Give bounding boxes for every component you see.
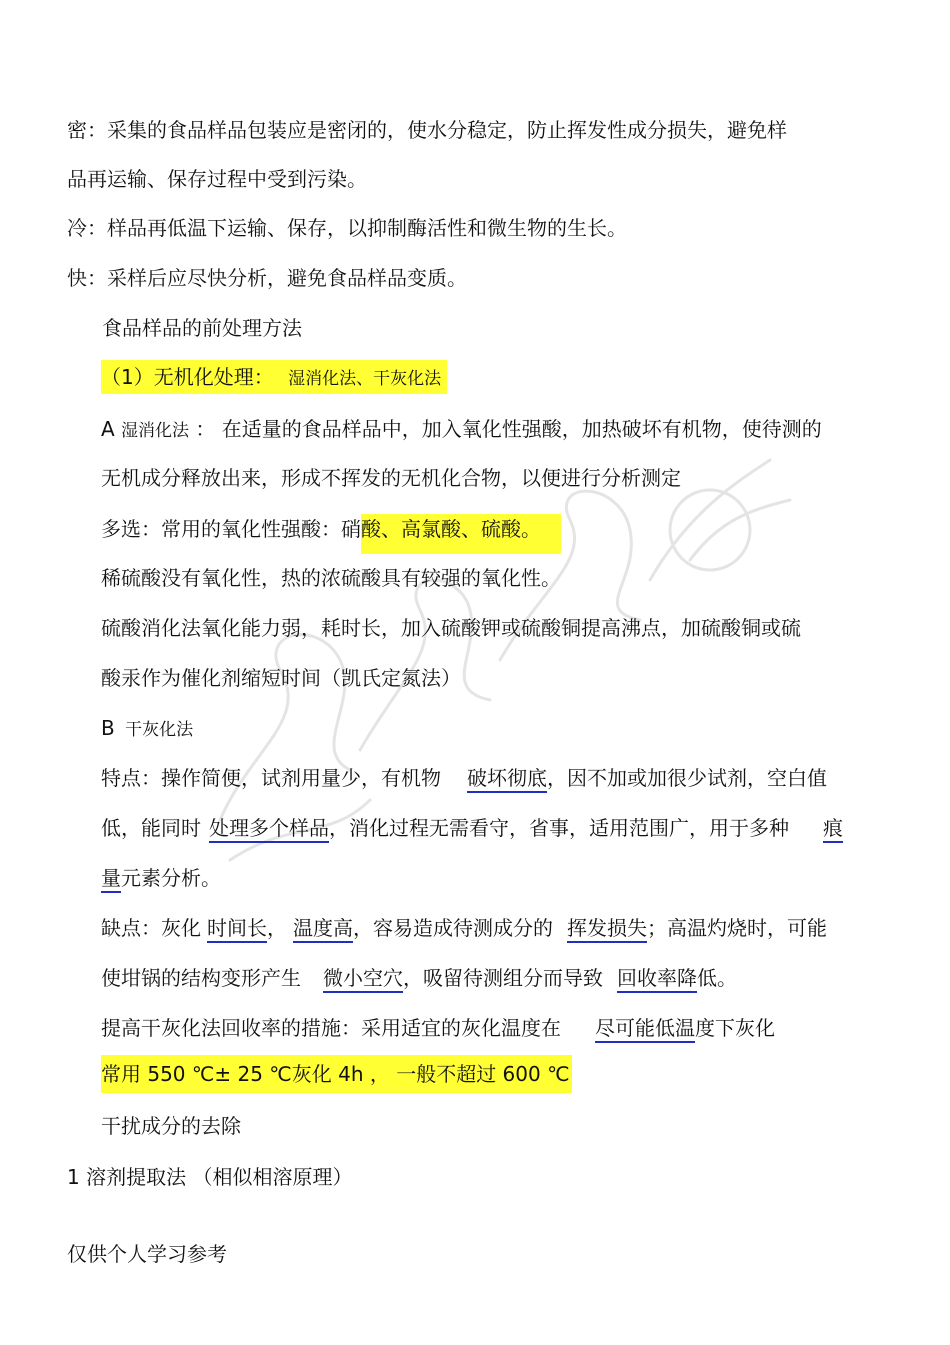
item-letter: B <box>101 716 115 740</box>
item-text: ，吸留待测组分而导致 <box>403 966 603 990</box>
section-heading: 食品样品的前处理方法 <box>102 316 302 340</box>
text-line <box>101 964 737 992</box>
underlined-term: 量 <box>101 866 121 893</box>
text-line <box>101 714 193 744</box>
item-text: 缺点：灰化 <box>101 916 201 940</box>
underlined-term: 尽可能低温 <box>595 1016 695 1043</box>
text-line <box>101 514 561 554</box>
underlined-term: 痕 <box>823 816 843 843</box>
highlight-heading <box>101 360 447 394</box>
item-title: 湿消化法 <box>121 421 190 441</box>
text-line <box>101 914 827 942</box>
item-text: ， <box>267 916 287 940</box>
item-title: 干灰化法 <box>125 720 194 740</box>
text-line: 冷：样品再低温下运输、保存，以抑制酶活性和微生物的生长。 <box>67 216 627 240</box>
item-text: ，因不加或加很少试剂，空白值 <box>547 766 827 790</box>
highlight-temperature: 常用 550 ℃± 25 ℃灰化 4h ， 一般不超过 600 ℃ <box>101 1055 572 1093</box>
item-text: 低。 <box>697 966 737 990</box>
item-text: ，容易造成待测成分的 <box>353 916 553 940</box>
text-line <box>101 415 822 445</box>
footer-note: 仅供个人学习参考 <box>67 1242 227 1266</box>
text-line: 硫酸消化法氧化能力弱，耗时长，加入硫酸钾或硫酸铜提高沸点，加硫酸铜或硫 <box>101 616 801 640</box>
item-text: ： 在适量的食品样品中，加入氧化性强酸，加热破坏有机物，使待测的 <box>195 417 822 441</box>
text-line: 稀硫酸没有氧化性，热的浓硫酸具有较强的氧化性。 <box>101 566 561 590</box>
text-line: 品再运输、保存过程中受到污染。 <box>67 167 367 191</box>
text-line: 1 溶剂提取法 （相似相溶原理） <box>67 1165 353 1189</box>
underlined-term: 温度高 <box>293 916 353 943</box>
item-text: 元素分析。 <box>121 866 221 890</box>
underlined-term: 处理多个样品 <box>209 816 329 843</box>
heading-label: （1）无机化处理： <box>101 365 274 389</box>
underlined-term: 微小空穴 <box>323 966 403 993</box>
item-text: 提高干灰化法回收率的措施：采用适宜的灰化温度在 <box>101 1016 561 1040</box>
item-text: 特点：操作简便，试剂用量少，有机物 <box>101 766 441 790</box>
text-line <box>101 814 843 842</box>
highlight-acids: 酸、高氯酸、硫酸。 <box>361 514 561 554</box>
item-text: ，消化过程无需看守，省事，适用范围广，用于多种 <box>329 816 789 840</box>
underlined-term: 回收率降 <box>617 966 697 993</box>
text-line: 密：采集的食品样品包装应是密闭的，使水分稳定，防止挥发性成分损失，避免样 <box>67 118 787 142</box>
item-text: 使坩锅的结构变形产生 <box>101 966 301 990</box>
item-text: 低，能同时 <box>101 816 201 840</box>
item-text: 多选：常用的氧化性强酸：硝 <box>101 517 361 541</box>
text-line: 快：采样后应尽快分析，避免食品样品变质。 <box>67 266 467 290</box>
text-line <box>101 1014 775 1042</box>
heading-methods: 湿消化法、干灰化法 <box>288 369 442 389</box>
item-text: 度下灰化 <box>695 1016 775 1040</box>
underlined-term: 时间长 <box>207 916 267 943</box>
underlined-term: 破坏彻底 <box>467 766 547 793</box>
item-letter: A <box>101 417 115 441</box>
underlined-term: 挥发损失 <box>567 916 647 943</box>
text-line <box>101 764 827 792</box>
section-heading: 干扰成分的去除 <box>101 1114 241 1138</box>
text-line: 无机成分释放出来，形成不挥发的无机化合物，以便进行分析测定 <box>101 466 681 490</box>
text-line <box>101 864 221 892</box>
item-text: ；高温灼烧时，可能 <box>647 916 827 940</box>
text-line: 酸汞作为催化剂缩短时间（凯氏定氮法） <box>101 666 461 690</box>
